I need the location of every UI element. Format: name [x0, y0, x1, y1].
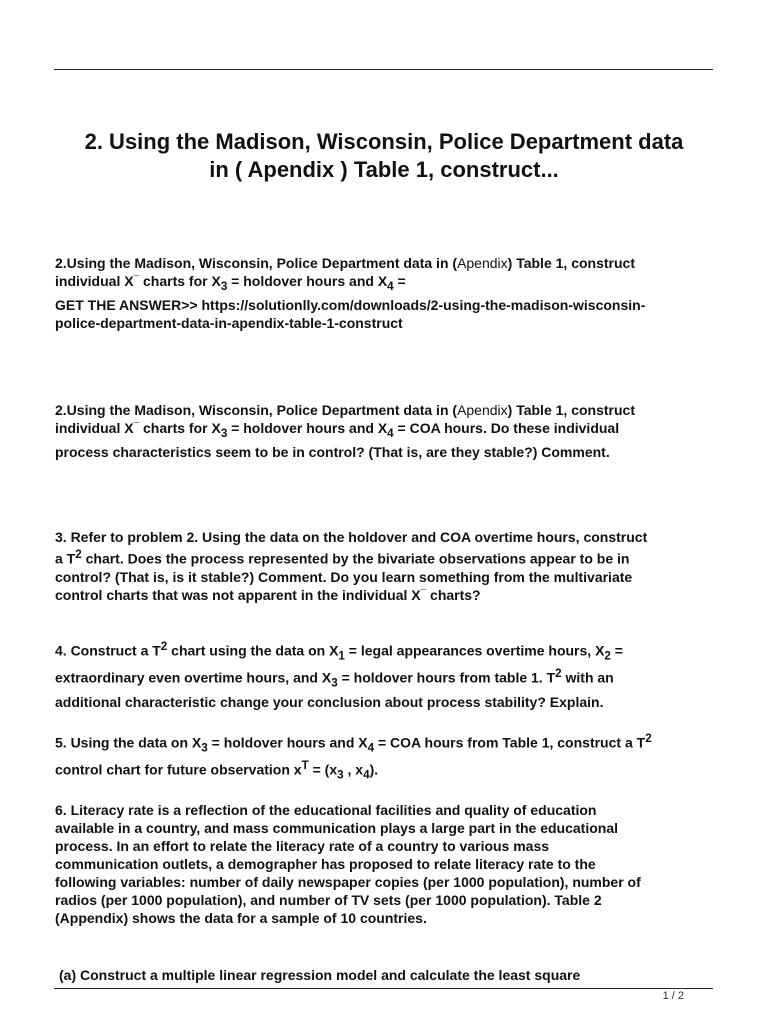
question-4: 4. Construct a $T^2$ chart using the data on $X_1$ = legal appearances overtime hours, $X_2$ = extraordinary even overtime hours, and $X_3$ = holdover hours from table 1. $T^2$ with an additional characteristic change your conclusion about process stability? Explain. — [55, 640, 623, 710]
bottom-divider — [54, 988, 713, 989]
question-2: 2.Using the Madison, Wisconsin, Police Department data in (Apendix) Table 1, construct individual X¯ charts for $X_3$ = holdover hours and $X_4$ = COA hours. Do these individual process characteristics seem to be in control? (That is, are they stable?) Comment. — [55, 402, 635, 460]
question-6a: (a) Construct a multiple linear regression model and calculate the least square — [59, 967, 581, 983]
page-number: 1 / 2 — [662, 990, 684, 1002]
title-line-1: 2. Using the Madison, Wisconsin, Police Department data — [84, 129, 684, 154]
answer-link-cont[interactable]: police-department-data-in-apendix-table-1-construct — [55, 314, 403, 331]
top-divider — [54, 69, 713, 70]
question-2-preview: 2.Using the Madison, Wisconsin, Police Department data in (Apendix) Table 1, construct individual X¯ charts for $X_3$ = holdover hours and $X_4$ = GET THE ANSWER>> https://solutionlly.com/downloads/2-using-the-madison-wisconsin- police-department-data-in-apendix-table-1-construct — [55, 255, 646, 331]
question-3: 3. Refer to problem 2. Using the data on the holdover and COA overtime hours, construct a $T^2$ chart. Does the process represented by the bivariate observations appear to be in control? (That is, is it stable?) Comment. Do you learn something from the multivariate control charts that was not apparent in the individual X¯ charts? — [55, 529, 648, 603]
answer-link[interactable]: GET THE ANSWER>> https://solutionlly.com/downloads/2-using-the-madison-wisconsin- — [55, 296, 646, 313]
document-title — [40, 128, 728, 184]
question-5: 5. Using the data on $X_3$ = holdover hours and $X_4$ = COA hours from Table 1, construct a $T^2$ control chart for future observation $x^T = (x_3$ , $x_4$). — [55, 732, 652, 782]
question-6: 6. Literacy rate is a reflection of the educational facilities and quality of education available in a country, and mass communication plays a large part in the educational process. In an effort to relate the literacy rate of a country to various mass communication outlets, a demographer has proposed to relate literacy rate to the following variables: number of daily newspaper copies (per 1000 population), number of radios (per 1000 population), and number of TV sets (per 1000 population). Table 2 (Appendix) shows the data for a sample of 10 countries. — [55, 802, 641, 926]
title-line-2: in ( Apendix ) Table 1, construct... — [209, 157, 559, 182]
